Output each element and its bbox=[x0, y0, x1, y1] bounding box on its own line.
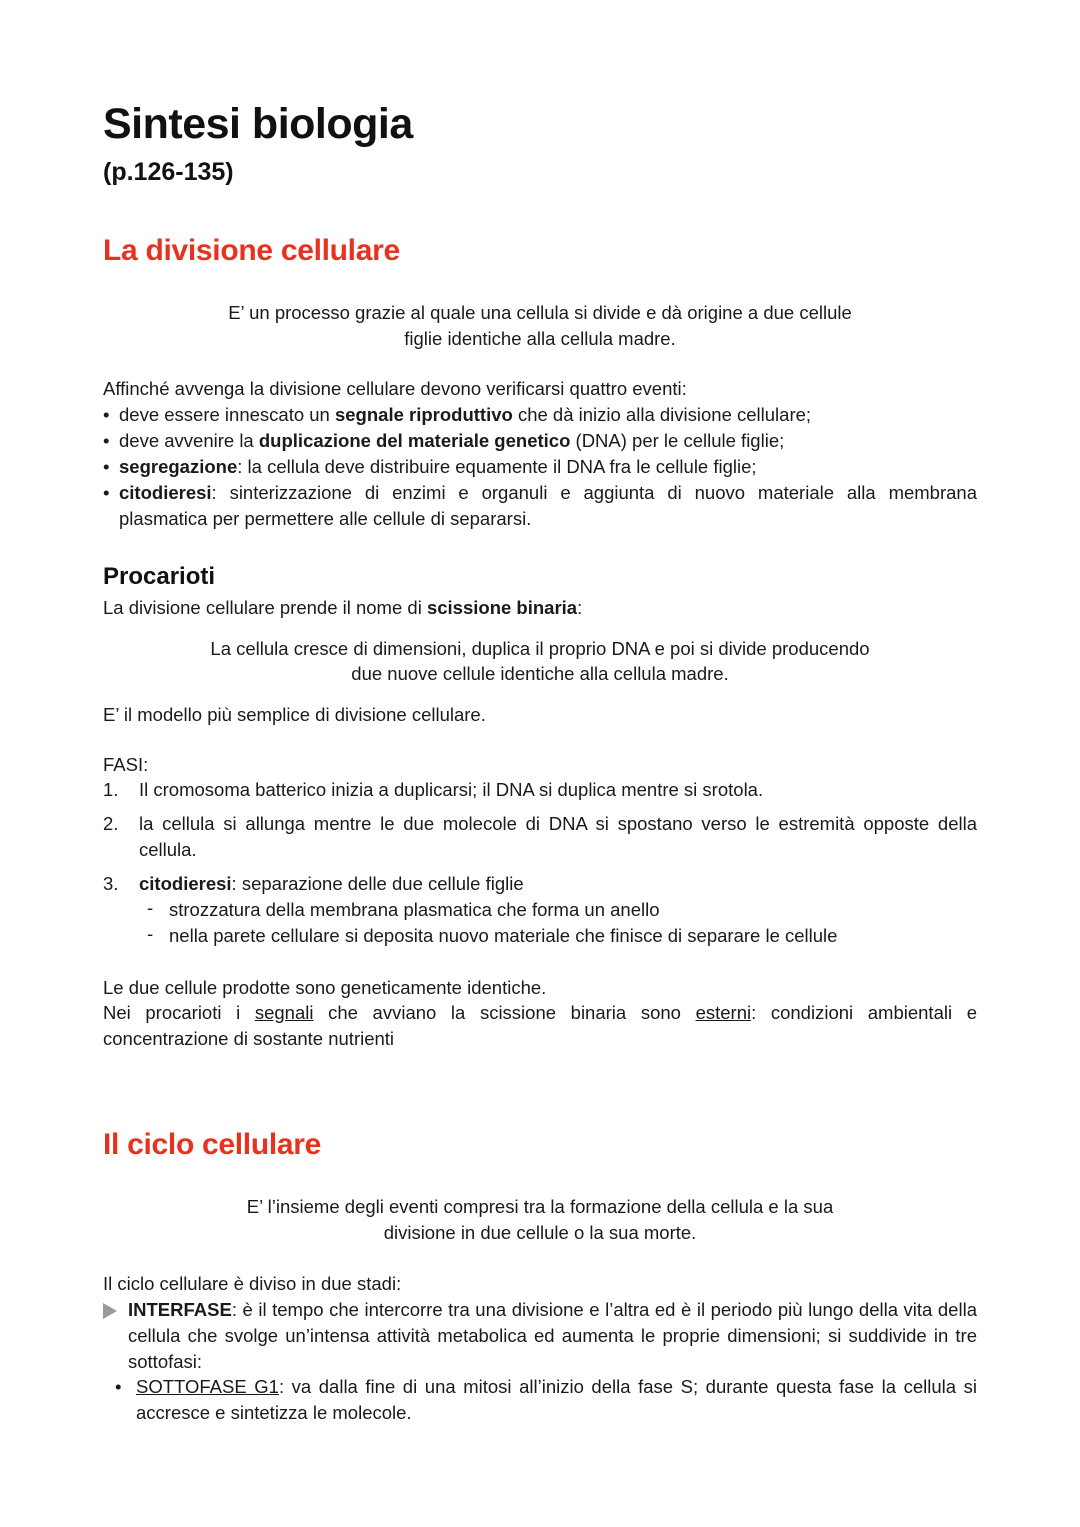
list-item: • citodieresi: sinterizzazione di enzimi e organuli e aggiunta di nuovo materiale alla membrana plasmatica per permettere alle cellule di separarsi. bbox=[103, 482, 977, 529]
bullet: • bbox=[103, 482, 110, 503]
list-item: 3. citodieresi: separazione delle due cellule figlie - strozzatura della membrana plasmatica che forma un anello - nella parete cellulare si deposita nuovo materiale che finisce di separare le cellule bbox=[103, 871, 977, 949]
procarioti-intro: La divisione cellulare prende il nome di scissione binaria: bbox=[103, 597, 583, 618]
arrow-right-icon bbox=[103, 1303, 117, 1319]
definition-line-1: E’ un processo grazie al quale una cellula si divide e dà origine a due cellule bbox=[228, 302, 852, 323]
list-item: - nella parete cellulare si deposita nuovo materiale che finisce di separare le cellule bbox=[147, 923, 838, 946]
phases-list bbox=[103, 777, 977, 949]
phases-label: FASI: bbox=[103, 754, 149, 775]
bullet: • bbox=[103, 456, 110, 477]
list-item: - strozzatura della membrana plasmatica che forma un anello bbox=[147, 897, 660, 920]
bullet: • bbox=[103, 404, 110, 425]
list-item: • deve avvenire la duplicazione del materiale genetico (DNA) per le cellule figlie; bbox=[103, 428, 977, 454]
dash: - bbox=[147, 923, 154, 944]
section-heading-divisione: La divisione cellulare bbox=[103, 234, 400, 267]
subsection-heading-procarioti: Procarioti bbox=[103, 563, 216, 590]
events-intro: Affinché avvenga la divisione cellulare devono verificarsi quattro eventi: bbox=[103, 378, 687, 399]
list-item: 2. la cellula si allunga mentre le due molecole di DNA si spostano verso le estremità opposte della cellula. bbox=[103, 813, 977, 860]
stages-intro: Il ciclo cellulare è diviso in due stadi: bbox=[103, 1273, 402, 1294]
g1-item: • SOTTOFASE G1: va dalla fine di una mitosi all’inizio della fase S; durante questa fase la cellula si accresce e sintetizza le molecole. bbox=[115, 1376, 977, 1423]
page-range: (p.126-135) bbox=[103, 158, 234, 186]
list-item: • segregazione: la cellula deve distribuire equamente il DNA fra le cellule figlie; bbox=[103, 454, 977, 480]
conclusion-2: Nei procarioti i segnali che avviano la scissione binaria sono esterni: condizioni ambientali e concentrazione di sostante nutrienti bbox=[103, 1002, 977, 1049]
definition2-line-1: E’ l’insieme degli eventi compresi tra la formazione della cellula e la sua bbox=[246, 1196, 834, 1217]
definition2-line-2: divisione in due cellule o la sua morte. bbox=[383, 1222, 697, 1243]
bullet: • bbox=[115, 1376, 122, 1397]
section-heading-ciclo: Il ciclo cellulare bbox=[103, 1128, 322, 1161]
interfase-item: INTERFASE: è il tempo che intercorre tra una divisione e l’altra ed è il periodo più lungo della vita della cellula che svolge un’intensa attività metabolica ed aumenta le proprie dimensioni; si suddivide in tre sottofasi: bbox=[103, 1297, 977, 1375]
quote-line-2: due nuove cellule identiche alla cellula madre. bbox=[351, 663, 729, 684]
events-list bbox=[103, 402, 977, 532]
quote-line-1: La cellula cresce di dimensioni, duplica il proprio DNA e poi si divide producendo bbox=[210, 638, 870, 659]
conclusion-1: Le due cellule prodotte sono geneticamente identiche. bbox=[103, 977, 547, 998]
dash: - bbox=[147, 897, 154, 918]
list-number: 3. bbox=[103, 873, 119, 894]
bullet: • bbox=[103, 430, 110, 451]
list-number: 1. bbox=[103, 779, 119, 800]
document-title: Sintesi biologia bbox=[103, 100, 413, 148]
model-note: E’ il modello più semplice di divisione cellulare. bbox=[103, 704, 486, 725]
definition-line-2: figlie identiche alla cellula madre. bbox=[404, 328, 676, 349]
subphases-list bbox=[139, 897, 977, 949]
list-number: 2. bbox=[103, 813, 119, 834]
list-item: • deve essere innescato un segnale riproduttivo che dà inizio alla divisione cellulare; bbox=[103, 402, 977, 428]
list-item: 1. Il cromosoma batterico inizia a duplicarsi; il DNA si duplica mentre si srotola. bbox=[103, 777, 977, 803]
